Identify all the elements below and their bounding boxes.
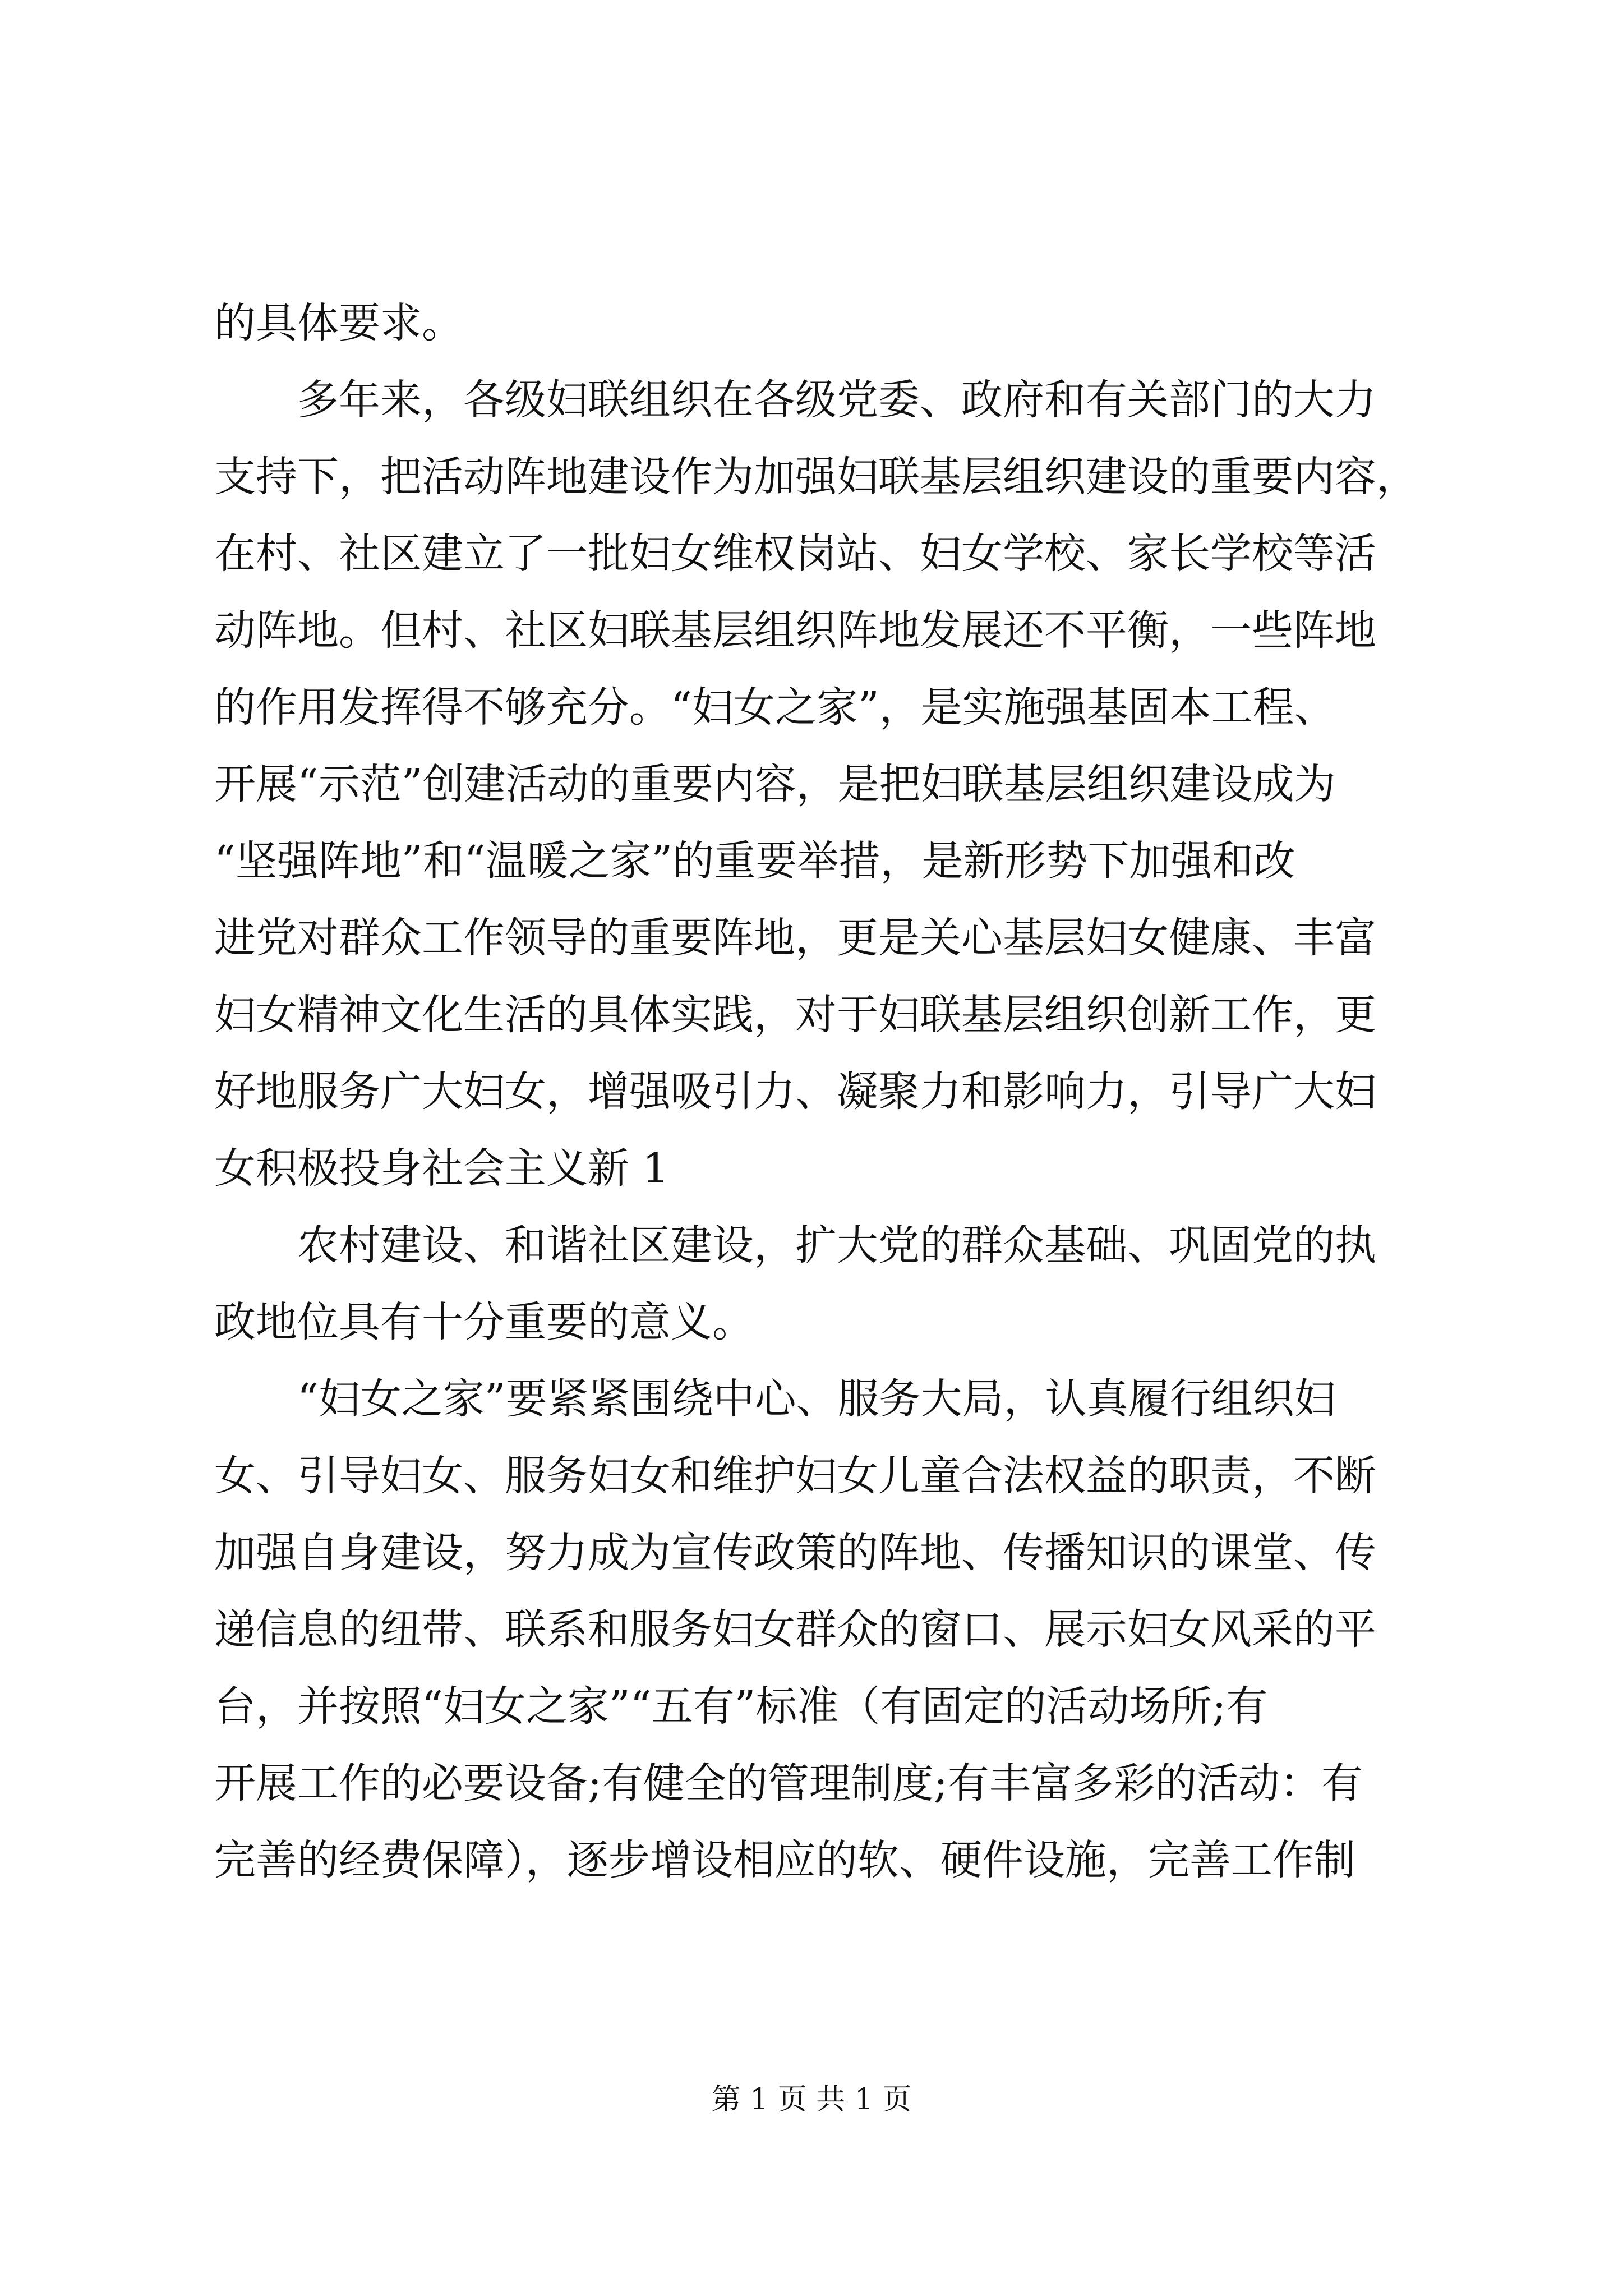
text-line: 政地位具有十分重要的意义。 xyxy=(214,1298,754,1346)
text-line: 的作用发挥得不够充分。“妇女之家”，是实施强基固本工程、 xyxy=(214,683,1336,731)
text-line: 支持下，把活动阵地建设作为加强妇联基层组织建设的重要内容， xyxy=(214,453,1418,501)
text-line: 完善的经费保障），逐步增设相应的软、硬件设施，完善工作制 xyxy=(214,1836,1355,1884)
text-line: 加强自身建设，努力成为宣传政策的阵地、传播知识的课堂、传 xyxy=(214,1529,1376,1577)
page-footer xyxy=(0,2076,1623,2118)
text-line: 女积极投身社会主义新 1 xyxy=(214,1144,669,1193)
text-line: 的具体要求。 xyxy=(214,299,463,347)
text-line: “妇女之家”要紧紧围绕中心、服务大局，认真履行组织妇 xyxy=(297,1375,1336,1423)
text-line: 好地服务广大妇女，增强吸引力、凝聚力和影响力，引导广大妇 xyxy=(214,1068,1376,1116)
text-line: 递信息的纽带、联系和服务妇女群众的窗口、展示妇女风采的平 xyxy=(214,1605,1376,1654)
text-line: 进党对群众工作领导的重要阵地，更是关心基层妇女健康、丰富 xyxy=(214,914,1376,962)
text-line: 多年来，各级妇联组织在各级党委、政府和有关部门的大力 xyxy=(297,376,1376,424)
text-line: “坚强阵地”和“温暖之家”的重要举措，是新形势下加强和改 xyxy=(214,837,1295,885)
text-line: 开展“示范”创建活动的重要内容，是把妇联基层组织建设成为 xyxy=(214,760,1336,808)
body-text xyxy=(214,285,1437,1899)
text-line: 妇女精神文化生活的具体实践，对于妇联基层组织创新工作，更 xyxy=(214,991,1376,1039)
text-line: 女、引导妇女、服务妇女和维护妇女儿童合法权益的职责，不断 xyxy=(214,1452,1376,1500)
text-line: 在村、社区建立了一批妇女维权岗站、妇女学校、家长学校等活 xyxy=(214,530,1376,578)
page-number-label: 第 1 页 共 1 页 xyxy=(711,2083,912,2116)
text-line: 农村建设、和谐社区建设，扩大党的群众基础、巩固党的执 xyxy=(297,1221,1376,1269)
text-line: 动阵地。但村、社区妇联基层组织阵地发展还不平衡，一些阵地 xyxy=(214,606,1376,655)
text-line: 台，并按照“妇女之家”“五有”标准（有固定的活动场所;有 xyxy=(214,1682,1268,1731)
text-line: 开展工作的必要设备;有健全的管理制度;有丰富多彩的活动：有 xyxy=(214,1759,1363,1807)
